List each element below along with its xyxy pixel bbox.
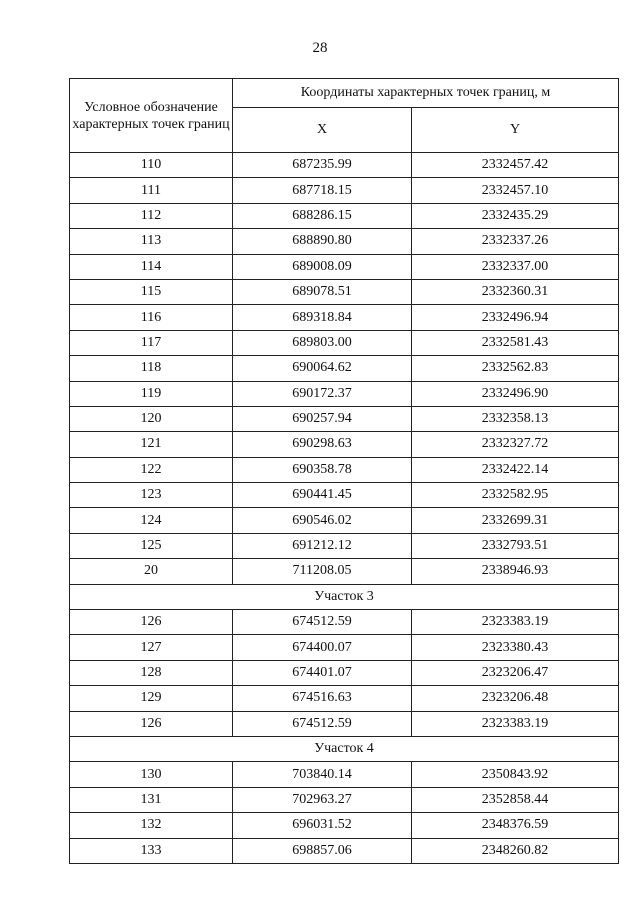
x-coordinate-cell: 690298.63 xyxy=(233,432,412,457)
y-coordinate-cell: 2323206.47 xyxy=(412,660,619,685)
point-id-cell: 128 xyxy=(70,660,233,685)
point-id-cell: 132 xyxy=(70,813,233,838)
x-coordinate-cell: 703840.14 xyxy=(233,762,412,787)
x-coordinate-cell: 689078.51 xyxy=(233,279,412,304)
y-coordinate-cell: 2332327.72 xyxy=(412,432,619,457)
table-row xyxy=(70,483,619,508)
table-row xyxy=(70,711,619,736)
table-row xyxy=(70,762,619,787)
x-coordinate-cell: 691212.12 xyxy=(233,533,412,558)
y-coordinate-cell: 2323380.43 xyxy=(412,635,619,660)
table-row xyxy=(70,787,619,812)
y-coordinate-cell: 2323206.48 xyxy=(412,686,619,711)
x-coordinate-cell: 674516.63 xyxy=(233,686,412,711)
table-row xyxy=(70,178,619,203)
table-row xyxy=(70,330,619,355)
y-column-header: Y xyxy=(412,108,619,153)
x-coordinate-cell: 702963.27 xyxy=(233,787,412,812)
table-row xyxy=(70,610,619,635)
section-row xyxy=(70,584,619,609)
x-column-header: X xyxy=(233,108,412,153)
point-id-cell: 118 xyxy=(70,356,233,381)
section-row xyxy=(70,736,619,761)
point-id-cell: 129 xyxy=(70,686,233,711)
y-coordinate-cell: 2323383.19 xyxy=(412,711,619,736)
table-row xyxy=(70,635,619,660)
y-coordinate-cell: 2332699.31 xyxy=(412,508,619,533)
point-id-cell: 124 xyxy=(70,508,233,533)
y-coordinate-cell: 2332337.00 xyxy=(412,254,619,279)
point-id-cell: 130 xyxy=(70,762,233,787)
point-id-cell: 123 xyxy=(70,483,233,508)
point-id-cell: 131 xyxy=(70,787,233,812)
y-coordinate-cell: 2323383.19 xyxy=(412,610,619,635)
point-id-cell: 126 xyxy=(70,610,233,635)
y-coordinate-cell: 2332435.29 xyxy=(412,203,619,228)
table-row xyxy=(70,229,619,254)
table-row xyxy=(70,660,619,685)
point-id-cell: 113 xyxy=(70,229,233,254)
x-coordinate-cell: 698857.06 xyxy=(233,838,412,863)
x-coordinate-cell: 688890.80 xyxy=(233,229,412,254)
table-row xyxy=(70,533,619,558)
x-coordinate-cell: 711208.05 xyxy=(233,559,412,584)
point-id-cell: 110 xyxy=(70,153,233,178)
point-id-cell: 117 xyxy=(70,330,233,355)
x-coordinate-cell: 674400.07 xyxy=(233,635,412,660)
y-coordinate-cell: 2332562.83 xyxy=(412,356,619,381)
x-coordinate-cell: 690064.62 xyxy=(233,356,412,381)
x-coordinate-cell: 689008.09 xyxy=(233,254,412,279)
x-coordinate-cell: 690441.45 xyxy=(233,483,412,508)
x-coordinate-cell: 689318.84 xyxy=(233,305,412,330)
point-id-cell: 115 xyxy=(70,279,233,304)
y-coordinate-cell: 2348260.82 xyxy=(412,838,619,863)
table-row xyxy=(70,508,619,533)
table-row xyxy=(70,254,619,279)
y-coordinate-cell: 2332793.51 xyxy=(412,533,619,558)
x-coordinate-cell: 690257.94 xyxy=(233,406,412,431)
y-coordinate-cell: 2332581.43 xyxy=(412,330,619,355)
point-id-cell: 121 xyxy=(70,432,233,457)
x-coordinate-cell: 674512.59 xyxy=(233,610,412,635)
point-id-cell: 112 xyxy=(70,203,233,228)
point-id-cell: 111 xyxy=(70,178,233,203)
table-row xyxy=(70,813,619,838)
coordinates-table xyxy=(69,78,619,864)
x-coordinate-cell: 674512.59 xyxy=(233,711,412,736)
point-id-cell: 122 xyxy=(70,457,233,482)
coordinates-header: Координаты характерных точек границ, м xyxy=(233,79,619,108)
page-number: 28 xyxy=(312,40,328,56)
y-coordinate-cell: 2332457.42 xyxy=(412,153,619,178)
y-coordinate-cell: 2332422.14 xyxy=(412,457,619,482)
y-coordinate-cell: 2332496.90 xyxy=(412,381,619,406)
x-coordinate-cell: 690172.37 xyxy=(233,381,412,406)
x-coordinate-cell: 687718.15 xyxy=(233,178,412,203)
table-row xyxy=(70,356,619,381)
y-coordinate-cell: 2332360.31 xyxy=(412,279,619,304)
point-label-header: Условное обозначение характерных точек границ xyxy=(70,79,233,153)
point-id-cell: 126 xyxy=(70,711,233,736)
table-row xyxy=(70,686,619,711)
point-id-cell: 133 xyxy=(70,838,233,863)
y-coordinate-cell: 2348376.59 xyxy=(412,813,619,838)
table-row xyxy=(70,406,619,431)
table-row xyxy=(70,305,619,330)
y-coordinate-cell: 2332496.94 xyxy=(412,305,619,330)
point-id-cell: 125 xyxy=(70,533,233,558)
point-id-cell: 119 xyxy=(70,381,233,406)
y-coordinate-cell: 2332358.13 xyxy=(412,406,619,431)
point-id-cell: 120 xyxy=(70,406,233,431)
table-row xyxy=(70,432,619,457)
section-title: Участок 4 xyxy=(70,736,619,761)
y-coordinate-cell: 2332457.10 xyxy=(412,178,619,203)
table-row xyxy=(70,559,619,584)
point-id-cell: 127 xyxy=(70,635,233,660)
x-coordinate-cell: 690546.02 xyxy=(233,508,412,533)
point-id-cell: 114 xyxy=(70,254,233,279)
x-coordinate-cell: 696031.52 xyxy=(233,813,412,838)
section-title: Участок 3 xyxy=(70,584,619,609)
table-row xyxy=(70,203,619,228)
table-row xyxy=(70,381,619,406)
y-coordinate-cell: 2338946.93 xyxy=(412,559,619,584)
table-row xyxy=(70,153,619,178)
point-id-cell: 116 xyxy=(70,305,233,330)
table-body xyxy=(70,153,619,864)
y-coordinate-cell: 2352858.44 xyxy=(412,787,619,812)
y-coordinate-cell: 2350843.92 xyxy=(412,762,619,787)
x-coordinate-cell: 689803.00 xyxy=(233,330,412,355)
x-coordinate-cell: 688286.15 xyxy=(233,203,412,228)
table-row xyxy=(70,279,619,304)
y-coordinate-cell: 2332582.95 xyxy=(412,483,619,508)
point-id-cell: 20 xyxy=(70,559,233,584)
table-row xyxy=(70,838,619,863)
x-coordinate-cell: 687235.99 xyxy=(233,153,412,178)
y-coordinate-cell: 2332337.26 xyxy=(412,229,619,254)
x-coordinate-cell: 674401.07 xyxy=(233,660,412,685)
x-coordinate-cell: 690358.78 xyxy=(233,457,412,482)
table-row xyxy=(70,457,619,482)
